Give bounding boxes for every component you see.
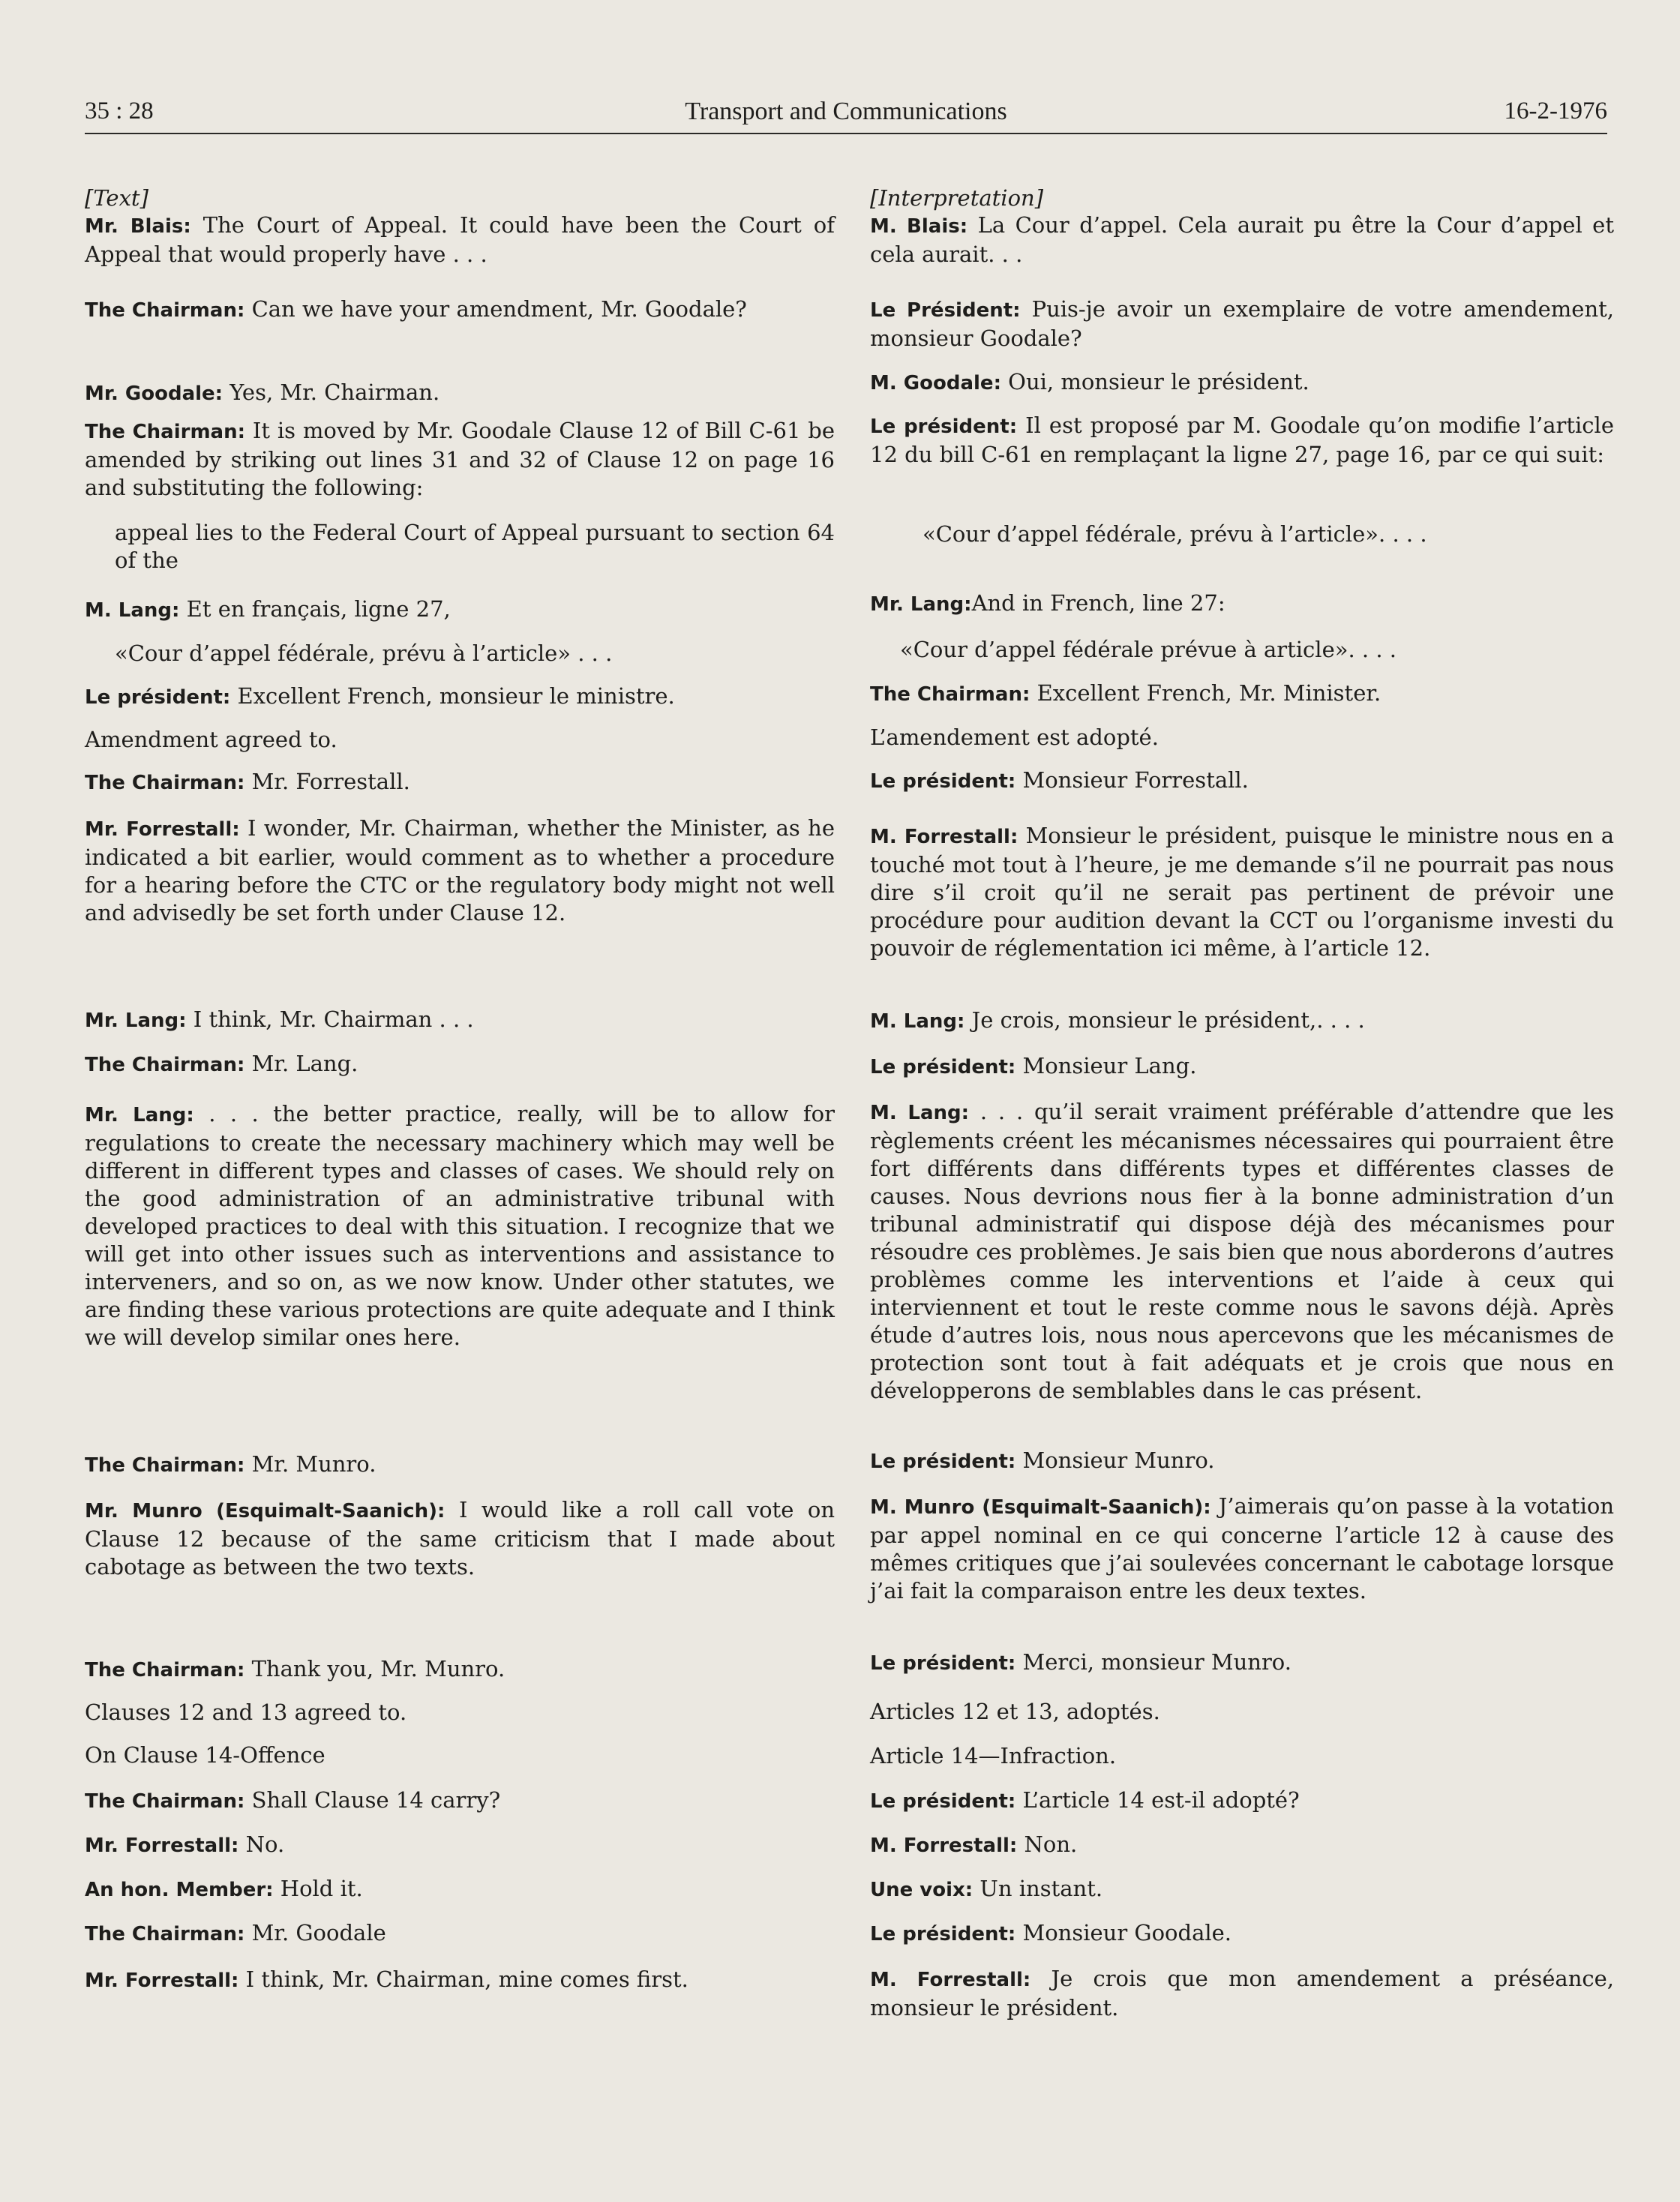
speech: . . . the better practice, really, will be to allow for regulations to create the necessary machinery which may well be different in different types and classes of cases. We should rely on the good administration of an administrative tribunal with developed practices to deal with this situation. I recognize that we will get into other issues such as interventions and assistance to interveners, and so on, as we now know. Under other statutes, we are finding these various protections are quite adequate and I think we will develop similar ones here. (85, 1101, 835, 1350)
speech: Mr. Munro. (244, 1451, 376, 1477)
quoted-text: appeal lies to the Federal Court of Appeal pursuant to section 64 of the (115, 520, 835, 573)
column-label: [Interpretation] (870, 185, 1044, 211)
quoted-text: «Cour d’appel fédérale, prévu à l’article» . . . (115, 640, 613, 666)
speech: La Cour d’appel. Cela aurait pu être la Cour d’appel et cela aurait. . . (870, 212, 1614, 267)
speech: Puis-je avoir un exemplaire de votre amendement, monsieur Goodale? (870, 296, 1615, 351)
speech: Excellent French, Mr. Minister. (1030, 680, 1382, 706)
paragraph (85, 768, 835, 797)
speech: Monsieur le président, puisque le ministre nous en a touché mot tout à l’heure, je me demande s’il ne pourrait pas nous dire s’il croit qu’il ne serait pas pertinent de prévoir une procédure pour audition devant la CCT ou l’organisme investi du pouvoir de réglementation ici même, à l’article 12. (870, 823, 1614, 961)
speech: Can we have your amendment, Mr. Goodale? (244, 296, 747, 322)
paragraph (870, 766, 1614, 796)
speech: Un instant. (973, 1876, 1103, 1901)
speaker: M. Lang: (870, 1102, 970, 1124)
speaker: Le président: (870, 1790, 1016, 1813)
paragraph (870, 1492, 1614, 1605)
paragraph (870, 1875, 1614, 1904)
speaker: An hon. Member: (85, 1879, 274, 1901)
speaker: Le président: (870, 770, 1016, 793)
paragraph (85, 1050, 835, 1079)
speech: I think, Mr. Chairman, mine comes first. (238, 1966, 688, 1992)
paragraph (85, 1006, 835, 1035)
speech: L’article 14 est-il adopté? (1016, 1787, 1300, 1813)
page-number: 35 : 28 (85, 98, 154, 124)
speaker: Mr. Lang: (85, 1010, 187, 1032)
paragraph (870, 1831, 1614, 1860)
quoted-text: «Cour d’appel fédérale prévue à article». . . . (900, 637, 1397, 662)
speaker: The Chairman: (85, 1790, 245, 1813)
speech: Je crois, monsieur le président,. . . . (964, 1007, 1365, 1033)
paragraph (85, 1655, 835, 1684)
paragraph (85, 296, 835, 325)
speech: The Court of Appeal. It could have been the Court of Appeal that would properly have . . . (85, 212, 835, 267)
speech: Hold it. (273, 1876, 363, 1901)
paragraph (870, 368, 1614, 398)
paragraph (870, 1006, 1614, 1036)
speaker: Le président: (870, 1056, 1016, 1078)
speaker: Mr. Forrestall: (85, 1970, 239, 1992)
speaker: Le président: (870, 1450, 1016, 1473)
paragraph (85, 1100, 835, 1352)
paragraph (85, 379, 835, 408)
paragraph (870, 1965, 1614, 2022)
paragraph (870, 590, 1614, 619)
speech: Il est proposé par M. Goodale qu’on modifie l’article 12 du bill C-61 en remplaçant la ligne 27, page 16, par ce qui suit: (870, 412, 1614, 467)
speech: Yes, Mr. Chairman. (223, 380, 440, 405)
speaker: The Chairman: (85, 1454, 245, 1477)
speaker: M. Lang: (870, 1010, 965, 1033)
speaker: Le président: (870, 1923, 1016, 1946)
speaker: Le président: (870, 416, 1018, 438)
speaker: Le Président: (870, 299, 1021, 322)
speech: Et en français, ligne 27, (179, 596, 451, 622)
paragraph (870, 822, 1614, 962)
speech: Monsieur Forrestall. (1016, 767, 1249, 793)
speech: It is moved by Mr. Goodale Clause 12 of Bill C-61 be amended by striking out lines 31 and 32 of Clause 12 on page 16 and substituting the following: (85, 418, 835, 500)
speech: Thank you, Mr. Munro. (244, 1656, 506, 1682)
paragraph (85, 1919, 835, 1948)
page-header (85, 98, 1607, 134)
speech: Shall Clause 14 carry? (244, 1787, 501, 1813)
speaker: Mr. Blais: (85, 215, 191, 238)
speaker: M. Goodale: (870, 372, 1001, 394)
speaker: M. Munro (Esquimalt-Saanich): (870, 1496, 1211, 1519)
speaker: M. Forrestall: (870, 1969, 1031, 1991)
speaker: Mr. Forrestall: (85, 1834, 239, 1857)
speech: . . . qu’il serait vraiment préférable d’attendre que les règlements créent les mécanismes nécessaires qui pourraient être fort différents dans différents types et différentes classes de causes. Nous devrions nous fier à la bonne administration d’un tribunal administratif qui dispose déjà des mécanismes pour résoudre ces problèmes. Je sais bien que nous aborderons d’autres problèmes comme les interventions et l’aide à ceux qui interviennent et tout le reste comme nous le savons déjà. Après étude d’autres lois, nous nous apercevons que les mécanismes de protection sont tout à fait adéquats et je crois que nous en développerons de semblables dans le cas présent. (870, 1099, 1614, 1403)
paragraph (870, 1098, 1614, 1405)
speech: I think, Mr. Chairman . . . (186, 1006, 474, 1032)
speaker: M. Forrestall: (870, 1834, 1018, 1857)
paragraph (85, 1786, 835, 1816)
paragraph (870, 1919, 1614, 1948)
speech: I wonder, Mr. Chairman, whether the Minister, as he indicated a bit earlier, would comment as to whether a procedure for a hearing before the CTC or the regulatory body might not well and advisedly be set forth under Clause 12. (85, 815, 836, 926)
running-title: Transport and Communications (685, 98, 1007, 125)
paragraph (870, 212, 1614, 268)
speech: Merci, monsieur Munro. (1016, 1649, 1292, 1675)
speaker: The Chairman: (85, 421, 245, 443)
speaker: The Chairman: (870, 683, 1030, 706)
paragraph (85, 682, 835, 712)
speech: Monsieur Munro. (1016, 1448, 1215, 1473)
paragraph (870, 1648, 1614, 1678)
paragraph (870, 412, 1614, 469)
motion-result: L’amendement est adopté. (870, 724, 1159, 750)
paragraph (870, 680, 1614, 709)
speaker: The Chairman: (85, 1054, 245, 1076)
page-date: 16-2-1976 (1504, 98, 1607, 124)
paragraph (870, 1052, 1614, 1082)
paragraph (85, 1496, 835, 1581)
speaker: Le président: (85, 686, 231, 709)
clause-heading: Article 14—Infraction. (870, 1743, 1117, 1768)
speech: Monsieur Lang. (1016, 1053, 1197, 1078)
paragraph (85, 1966, 835, 1995)
speaker: Mr. Forrestall: (85, 818, 240, 841)
speaker: Mr. Lang: (870, 593, 972, 616)
paragraph (85, 417, 835, 502)
motion-result: Amendment agreed to. (85, 727, 338, 752)
speaker: M. Blais: (870, 215, 968, 238)
quoted-text: «Cour d’appel fédérale, prévu à l’article». . . . (922, 521, 1427, 547)
speaker: M. Forrestall: (870, 826, 1018, 848)
paragraph (870, 296, 1614, 352)
speech: Mr. Forrestall. (244, 769, 410, 794)
speech: And in French, line 27: (971, 590, 1226, 616)
speech: Excellent French, monsieur le ministre. (230, 683, 675, 709)
paragraph (85, 1831, 835, 1860)
speaker: M. Lang: (85, 599, 180, 622)
speaker: Mr. Goodale: (85, 382, 224, 405)
speaker: Mr. Lang: (85, 1104, 194, 1126)
speaker: The Chairman: (85, 772, 245, 794)
header-rule (85, 133, 1607, 134)
speech: Non. (1017, 1832, 1078, 1857)
speech: Monsieur Goodale. (1016, 1920, 1232, 1946)
paragraph (85, 212, 835, 268)
column-label: [Text] (85, 185, 148, 211)
clause-heading: On Clause 14-Offence (85, 1742, 326, 1768)
speaker: The Chairman: (85, 299, 245, 322)
speaker: Une voix: (870, 1879, 974, 1901)
speech: Mr. Goodale (244, 1920, 386, 1946)
paragraph (85, 814, 835, 927)
speaker: Mr. Munro (Esquimalt-Saanich): (85, 1500, 446, 1522)
speech: I would like a roll call vote on Clause 12 because of the same criticism that I made about cabotage as between the two texts. (85, 1497, 836, 1580)
paragraph (85, 1875, 835, 1904)
motion-result: Clauses 12 and 13 agreed to. (85, 1700, 407, 1725)
speaker: The Chairman: (85, 1923, 245, 1946)
speech: Je crois que mon amendement a préséance, monsieur le président. (870, 1966, 1614, 2020)
paragraph (85, 1450, 835, 1480)
speech: No. (238, 1832, 285, 1857)
speech: Mr. Lang. (244, 1051, 358, 1076)
speaker: Le président: (870, 1652, 1016, 1675)
paragraph (870, 1447, 1614, 1476)
speech: Oui, monsieur le président. (1000, 369, 1310, 394)
motion-result: Articles 12 et 13, adoptés. (870, 1699, 1160, 1724)
speech: J’aimerais qu’on passe à la votation par appel nominal en ce qui concerne l’article 12 à cause des mêmes critiques que j’ai soulevées concernant le cabotage lorsque j’ai fait la comparaison entre les deux textes. (870, 1493, 1614, 1604)
speaker: The Chairman: (85, 1659, 245, 1682)
paragraph (85, 596, 835, 625)
paragraph (870, 1786, 1614, 1816)
